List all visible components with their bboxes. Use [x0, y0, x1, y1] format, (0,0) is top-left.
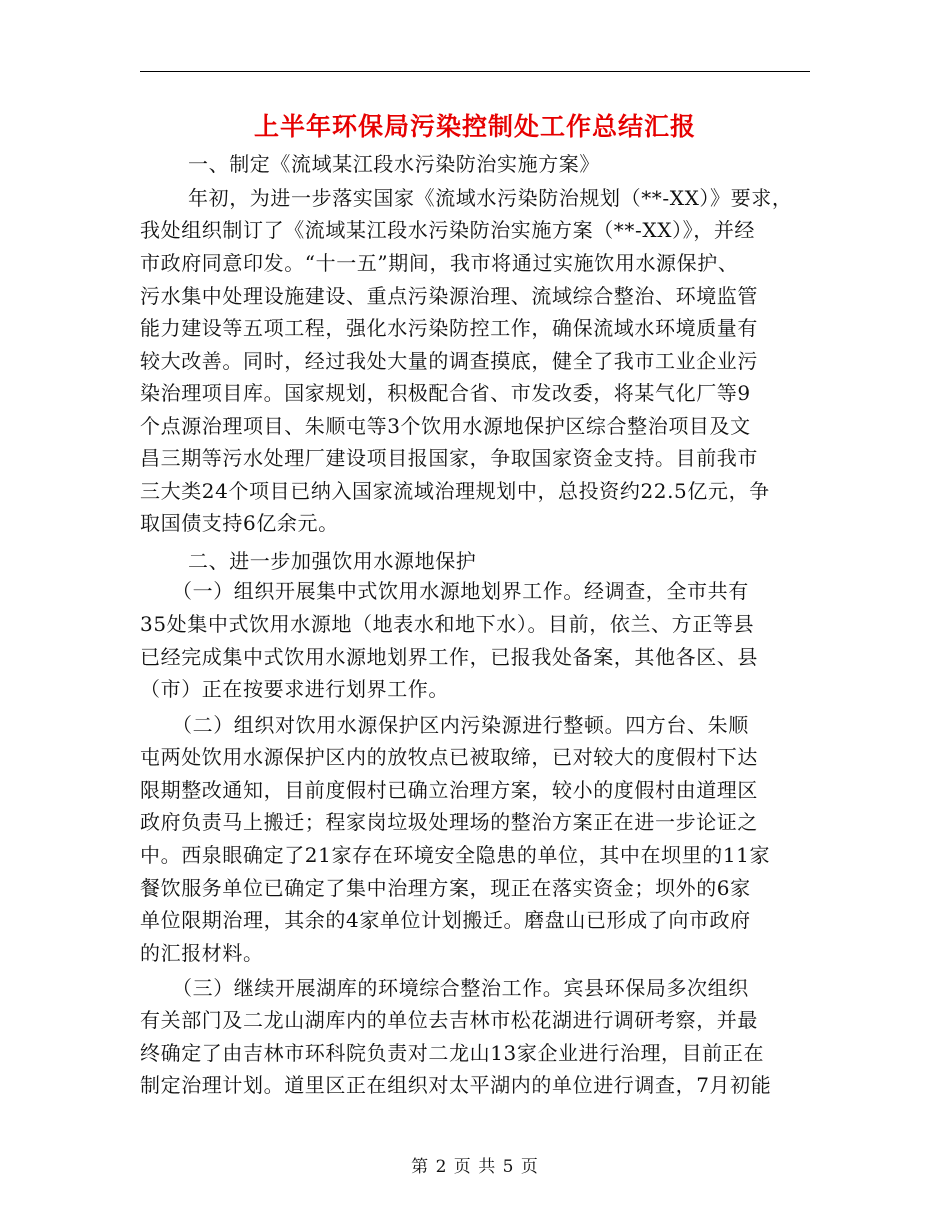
- text-line: 能力建设等五项工程，强化水污染防控工作，确保流域水环境质量有: [140, 316, 758, 340]
- document-title: 上半年环保局污染控制处工作总结汇报: [253, 112, 696, 141]
- text-line: 二、进一步加强饮用水源地保护: [188, 549, 477, 573]
- text-line: 一、制定《流域某江段水污染防治实施方案》: [188, 152, 600, 176]
- text-line: 限期整改通知，目前度假村已确立治理方案，较小的度假村由道理区: [140, 778, 758, 802]
- header-rule: [140, 71, 810, 72]
- text-line: 污水集中处理设施建设、重点污染源治理、流域综合整治、环境监管: [140, 284, 758, 308]
- text-line: 三大类24个项目已纳入国家流域治理规划中，总投资约22.5亿元，争: [140, 479, 770, 503]
- text-line: 染治理项目库。国家规划，积极配合省、市发改委，将某气化厂等9: [140, 381, 751, 405]
- text-line: 屯两处饮用水源保护区内的放牧点已被取缔，已对较大的度假村下达: [140, 745, 758, 769]
- text-line: （三）继续开展湖库的环境综合整治工作。宾县环保局多次组织: [172, 976, 749, 1000]
- text-line: 已经完成集中式饮用水源地划界工作，已报我处备案，其他各区、县: [140, 645, 758, 669]
- text-line: 取国债支持6亿余元。: [140, 511, 339, 535]
- text-line: （市）正在按要求进行划界工作。: [140, 677, 449, 701]
- text-line: 的汇报材料。: [140, 941, 264, 965]
- text-line: （一）组织开展集中式饮用水源地划界工作。经调查，全市共有: [172, 579, 749, 603]
- text-line: 市政府同意印发。“十一五”期间，我市将通过实施饮用水源保护、: [140, 251, 739, 275]
- page-number: 第 2 页 共 5 页: [411, 1157, 539, 1177]
- text-line: （二）组织对饮用水源保护区内污染源进行整顿。四方台、朱顺: [172, 713, 749, 737]
- text-line: 政府负责马上搬迁；程家岗垃圾处理场的整治方案正在进一步论证之: [140, 810, 758, 834]
- text-line: 我处组织制订了《流域某江段水污染防治实施方案（**-XX）》，并经: [140, 218, 756, 242]
- text-line: 昌三期等污水处理厂建设项目报国家，争取国家资金支持。目前我市: [140, 446, 758, 470]
- text-line: 中。西泉眼确定了21家存在环境安全隐患的单位，其中在坝里的11家: [140, 843, 771, 867]
- text-line: 年初，为进一步落实国家《流域水污染防治规划（**-XX）》要求，: [188, 186, 793, 210]
- text-line: 个点源治理项目、朱顺屯等3个饮用水源地保护区综合整治项目及文: [140, 414, 751, 438]
- text-line: 单位限期治理，其余的4家单位计划搬迁。磨盘山已形成了向市政府: [140, 908, 751, 932]
- text-line: 35处集中式饮用水源地（地表水和地下水）。目前，依兰、方正等县: [140, 612, 755, 636]
- text-line: 餐饮服务单位已确定了集中治理方案，现正在落实资金；坝外的6家: [140, 876, 751, 900]
- text-line: 终确定了由吉林市环科院负责对二龙山13家企业进行治理，目前正在: [140, 1041, 765, 1065]
- text-line: 制定治理计划。道里区正在组织对太平湖内的单位进行调查，7月初能: [140, 1073, 772, 1097]
- text-line: 有关部门及二龙山湖库内的单位去吉林市松花湖进行调研考察，并最: [140, 1008, 758, 1032]
- text-line: 较大改善。同时，经过我处大量的调查摸底，健全了我市工业企业污: [140, 349, 758, 373]
